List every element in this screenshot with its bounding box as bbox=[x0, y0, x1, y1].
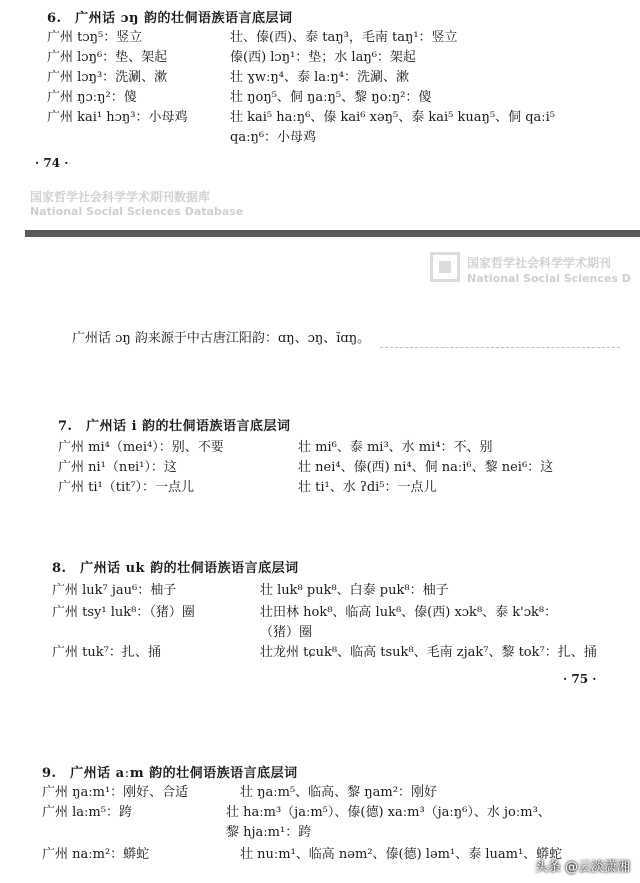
section-6-title: 6. 广州话 ɔŋ 韵的壮侗语族语言底层词 bbox=[47, 11, 293, 26]
entry-left: 广州 kai¹ hɔŋ³：小母鸡 bbox=[47, 110, 188, 125]
watermark-en: National Social Sciences D bbox=[467, 272, 631, 285]
entry-right: （猪）圈 bbox=[260, 625, 313, 640]
page-number: · 74 · bbox=[35, 156, 69, 170]
entry-right: 壮 ɣwːŋ⁴、泰 laːŋ⁴：洗涮、漱 bbox=[230, 70, 410, 85]
watermark-cn: 国家哲学社会科学学术期刊 bbox=[467, 256, 612, 270]
entry-right: 壮 kai⁵ haːŋ⁶、傣 kai⁶ xəŋ⁵、泰 kai⁵ kuaŋ⁵、侗 qaːi⁵ bbox=[230, 110, 556, 125]
entry-right: 壮田林 hok⁸、临高 luk⁸、傣(西) xɔk⁸、泰 k'ɔk⁸： bbox=[260, 605, 558, 620]
section-8-title: 8. 广州话 uk 韵的壮侗语族语言底层词 bbox=[52, 561, 299, 576]
entry-left: 广州 lɔŋ³：洗涮、漱 bbox=[47, 70, 168, 85]
watermark-en: National Social Sciences Database bbox=[30, 205, 244, 218]
page-number: · 75 · bbox=[563, 672, 597, 686]
entry-left: 广州 ŋɔːŋ²：傻 bbox=[47, 90, 137, 105]
entry-right: 壮 ti¹、水 ʔdi⁵：一点儿 bbox=[298, 480, 437, 495]
scan-artifact bbox=[380, 347, 620, 349]
section-9-title: 9. 广州话 aːm 韵的壮侗语族语言底层词 bbox=[42, 766, 298, 781]
entry-right: 壮 ŋaːm⁵、临高、黎 ŋam²：刚好 bbox=[240, 785, 437, 800]
entry-right: 壮 luk⁸ puk⁸、白泰 puk⁸：柚子 bbox=[260, 583, 449, 598]
entry-right: 壮、傣(西)、泰 taŋ³，毛南 taŋ¹：竖立 bbox=[230, 30, 458, 45]
entry-right: 壮 nuːm¹、临高 nəm²、傣(德) ləm¹、泰 luam¹、蟒蛇 bbox=[240, 847, 563, 862]
entry-left: 广州 tɔŋ⁵：竖立 bbox=[47, 30, 143, 45]
entry-left: 广州 laːm⁵：跨 bbox=[42, 805, 132, 820]
entry-right: 壮 haːm³（jaːm⁵）、傣(德) xaːm³（jaːŋ⁶）、水 joːm³、 bbox=[226, 805, 551, 820]
entry-left: 广州 ti¹（tit⁷）：一点儿 bbox=[58, 480, 195, 495]
intro-text: 广州话 ɔŋ 韵来源于中古唐江阳韵：ɑŋ、ɔŋ、ĭɑŋ。 bbox=[72, 331, 371, 346]
watermark-logo-icon bbox=[430, 252, 460, 282]
entry-left: 广州 ni¹（nɐi¹）：这 bbox=[58, 460, 177, 475]
entry-left: 广州 mi⁴（mei⁴）：别、不要 bbox=[58, 440, 224, 455]
entry-right: 壮 ŋoŋ⁵、侗 ŋaːŋ⁵、黎 ŋoːŋ²：傻 bbox=[230, 90, 432, 105]
section-7-title: 7. 广州话 i 韵的壮侗语族语言底层词 bbox=[58, 419, 291, 434]
entry-left: 广州 ŋaːm¹：刚好、合适 bbox=[42, 785, 189, 800]
source-credit: 头条 @云淡潇湘 bbox=[534, 860, 630, 875]
entry-left: 广州 tsy¹ luk⁸：（猪）圈 bbox=[52, 605, 195, 620]
entry-left: 广州 tuk⁷：扎、捅 bbox=[52, 645, 161, 660]
entry-right: 壮 nei⁴、傣(西) ni⁴、侗 naːi⁶、黎 nei⁶：这 bbox=[298, 460, 554, 475]
entry-right: 傣(西) lɔŋ¹：垫；水 laŋ⁶：架起 bbox=[230, 50, 416, 65]
entry-right: qaːŋ⁶：小母鸡 bbox=[230, 130, 317, 145]
entry-left: 广州 naːm²：蟒蛇 bbox=[42, 847, 150, 862]
entry-left: 广州 lɔŋ⁶：垫、架起 bbox=[47, 50, 168, 65]
entry-right: 壮 mi⁶、泰 mi³、水 mi⁴：不、别 bbox=[298, 440, 493, 455]
watermark-cn: 国家哲学社会科学学术期刊数据库 bbox=[30, 190, 211, 204]
entry-right: 壮龙州 tɕuk⁸、临高 tsuk⁸、毛南 zjak⁷、黎 tok⁷：扎、捅 bbox=[260, 645, 597, 660]
page-divider bbox=[25, 230, 640, 237]
entry-left: 广州 luk⁷ jau⁶：柚子 bbox=[52, 583, 177, 598]
entry-right: 黎 hjaːm¹：跨 bbox=[226, 825, 312, 840]
